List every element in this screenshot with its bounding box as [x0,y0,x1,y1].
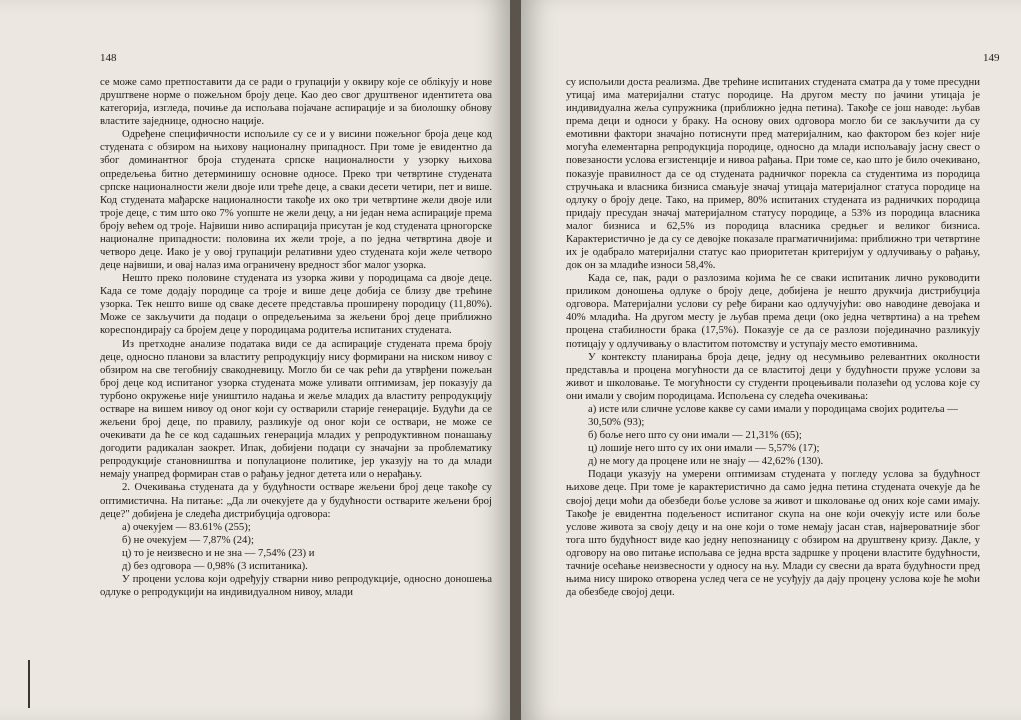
list-item: д) не могу да процене или не знају — 42,62% (130). [588,455,824,468]
paragraph: 2. Очекивања студената да у будућности остваре жељени број деце такође су оптимистична. На питање: „Да ли очекујете да у будућности остварите жељени број деце?" добијена је следећа дистрибуција одговора: [100,481,492,520]
paragraph: Нешто преко половине студената из узорка живи у породицама са двоје деце. Када се томе додају породице са троје и више деце добија се близу две трећине узорка. Тек нешто више од сваке десете представља проширену породицу (11,80%). Може се закључити да подаци о опредељењима за жељени број деце приближно кореспондирају са бројем деце у породицама родитеља испитаних студената. [100,272,492,337]
page-number: 148 [100,52,117,64]
text-column [566,76,980,599]
list-item: д) без одговора — 0,98% (3 испитаника). [122,559,308,572]
right-page [521,0,1021,720]
paragraph: Из претходне анализе података види се да аспирације студената према броју деце, односно планови за властиту репродукцију нису формирани на ниском нивоу с обзиром на све тегобнију свакодневицу. Могло би се чак рећи да утврђени пожељан број деце код испитаног узорка студената може уливати оптимизам, јер показују да турбоно окружење није уништило надања и жеље младих да властиту репродукцију остваре на вишем нивоу од оног који су остварили старије генерације. Будући да се жељени број деце, по правилу, разликује од оног који се оствари, не може се очекивати да ће се код садашњих генерација младих у репродуктивном понашању догодити радикалан заокрет. Ипак, добијени подаци су значајни за проблематику репродукције становништва и популационе политике, јер указују на то да млади немају унапред формиран став о рађању једног детета или о нерађању. [100,337,492,481]
paragraph: У контексту планирања броја деце, једну од несумњиво релевантних околности представља и процена могућности да се властитој деци у будућности пруже услови за живот и школовање. Те могућности су студенти процењивали полазећи од услова које су они имали у својим породицама. Испољена су следећа очекивања: [566,350,980,402]
left-page [0,0,510,720]
list-item: б) не очекујем — 7,87% (24); [122,533,254,546]
paragraph: су испољили доста реализма. Две трећине испитаних студената сматра да у томе пресудни утицај има материјални статус породице. На другом месту по јачини утицаја је индивидуална жеља супружника (приближно једна петина). Такође се још наводе: љубав према деци и односи у браку. На основу ових одговора могло би се закључити да су емотивни фактори значајно потиснути пред материјалним, као фактором без којег није могућа елементарна репродукција породице, односно да млади испољавају јасну свест о повезаности услова егзистенције и нивоа рађања. При томе се, као што је било очекивано, показује правилност да се од студената радничког порекла са студентима из породица стручњака и власника бизниса смањује значај утицаја материјалног статуса породице на одлуку о броју деце. Тако, на пример, 80% испитаних студената из радничких породица придају пресудан значај материјалном статусу породице, а 53% из породица власника малог бизниса и 62,5% из породица власника средњег и великог бизниса. Карактеристично је да су се девојке показале прагматичнијима: приближно три четвртине их је одабрало материјални статус као приоритетан критеријум у одлучивању о рађању, док он за младиће износи 58,4%. [566,76,980,272]
list-item: ц) лошије него што су их они имали — 5,57% (17); [588,442,820,455]
text-column [100,76,492,599]
paragraph: Одређене специфичности испољиле су се и у висини пожељног броја деце код студената с обзиром на њихову националну припадност. При томе је евидентно да због доминантног броја студената српске националности у узорку њихова опредељења битно детерминишу основне односе. Преко три четвртине студената српске националности жели двоје или треће деце, а сваки десети четири, пет и више. Код студената мађарске националности такође их око три четвртине жели двоје или троје деце, с тим што око 7% уопште не жели децу, а ни један нема аспирације према броју већем од троје. Највиши ниво аспирација присутан је код студената црногорске националне припадности: половина их жели троје, а по једна четвртина двоје и четворо деце. Иако је у овој групацији релативни удео студената који желе четворо деце највиши, и овај налаз има ограничену вредност због малог узорка. [100,128,492,272]
paragraph: се може само претпоставити да се ради о групацији у оквиру које се облікују и нове друштвене норме о пожељном броју деце. Као део свог друштвеног идентитета ова категорија, изгледа, почиње да испољава појачане аспирације и за биолошку обнову властите заједнице, односно нације. [100,76,492,128]
list-item: ц) то је неизвесно и не зна — 7,54% (23) и [122,546,315,559]
page-number: 149 [983,52,1000,64]
paragraph: Подаци указују на умерени оптимизам студената у погледу услова за будућност њихове деце. При томе је карактеристично да само једна петина студената очекује да ће својој деци моћи да обезбеди боље услове за живот и школовање од оних које сами имају. Такође је евидентна подељеност испитаног скупа на оне који очекују исте или боље услове живота за своју децу и на оне који о томе немају јасан став, највероватније због тога што будућност виде као једну непознаницу с обзиром на друштвену кризу. Дакле, у одговору на ово питање испољава се једна врста задршке у процени властите будућности, тачније осећање неизвесности у односу на њу. Млади су свесни да врата будућности пред њима нису широко отворена услед чега се не усуђују да дају процену услова које ће моћи да обезбеде својој деци. [566,468,980,599]
binding-mark [28,660,30,708]
list-item: б) боље него што су они имали — 21,31% (65); [588,429,802,442]
list-item: а) очекујем — 83.61% (255); [122,520,251,533]
paragraph: У процени услова који одређују стварни ниво репродукције, односно доношења одлуке о репродукцији на индивидуалном нивоу, млади [100,572,492,599]
paragraph: Када се, пак, ради о разлозима којима ће се сваки испитаник лично руководити приликом доношења одлуке о броју деце, добијена је нешто друкчија дистрибуција одговора. Материјални услови су ређе бирани као одлучујући: ово наводине девојака и 40% младића. На другом месту је љубав према деци (око једна четвртина) а на трећем процена стабилности брака (17,5%). Показује се да се разлози појединачно разликују потицају у одлучивању о властитом потомству и уступају место емотивнима. [566,272,980,350]
book-gutter [510,0,521,720]
list-item: а) исте или сличне услове какве су сами имали у породицама својих родитеља — 30,50% (93); [588,402,958,429]
